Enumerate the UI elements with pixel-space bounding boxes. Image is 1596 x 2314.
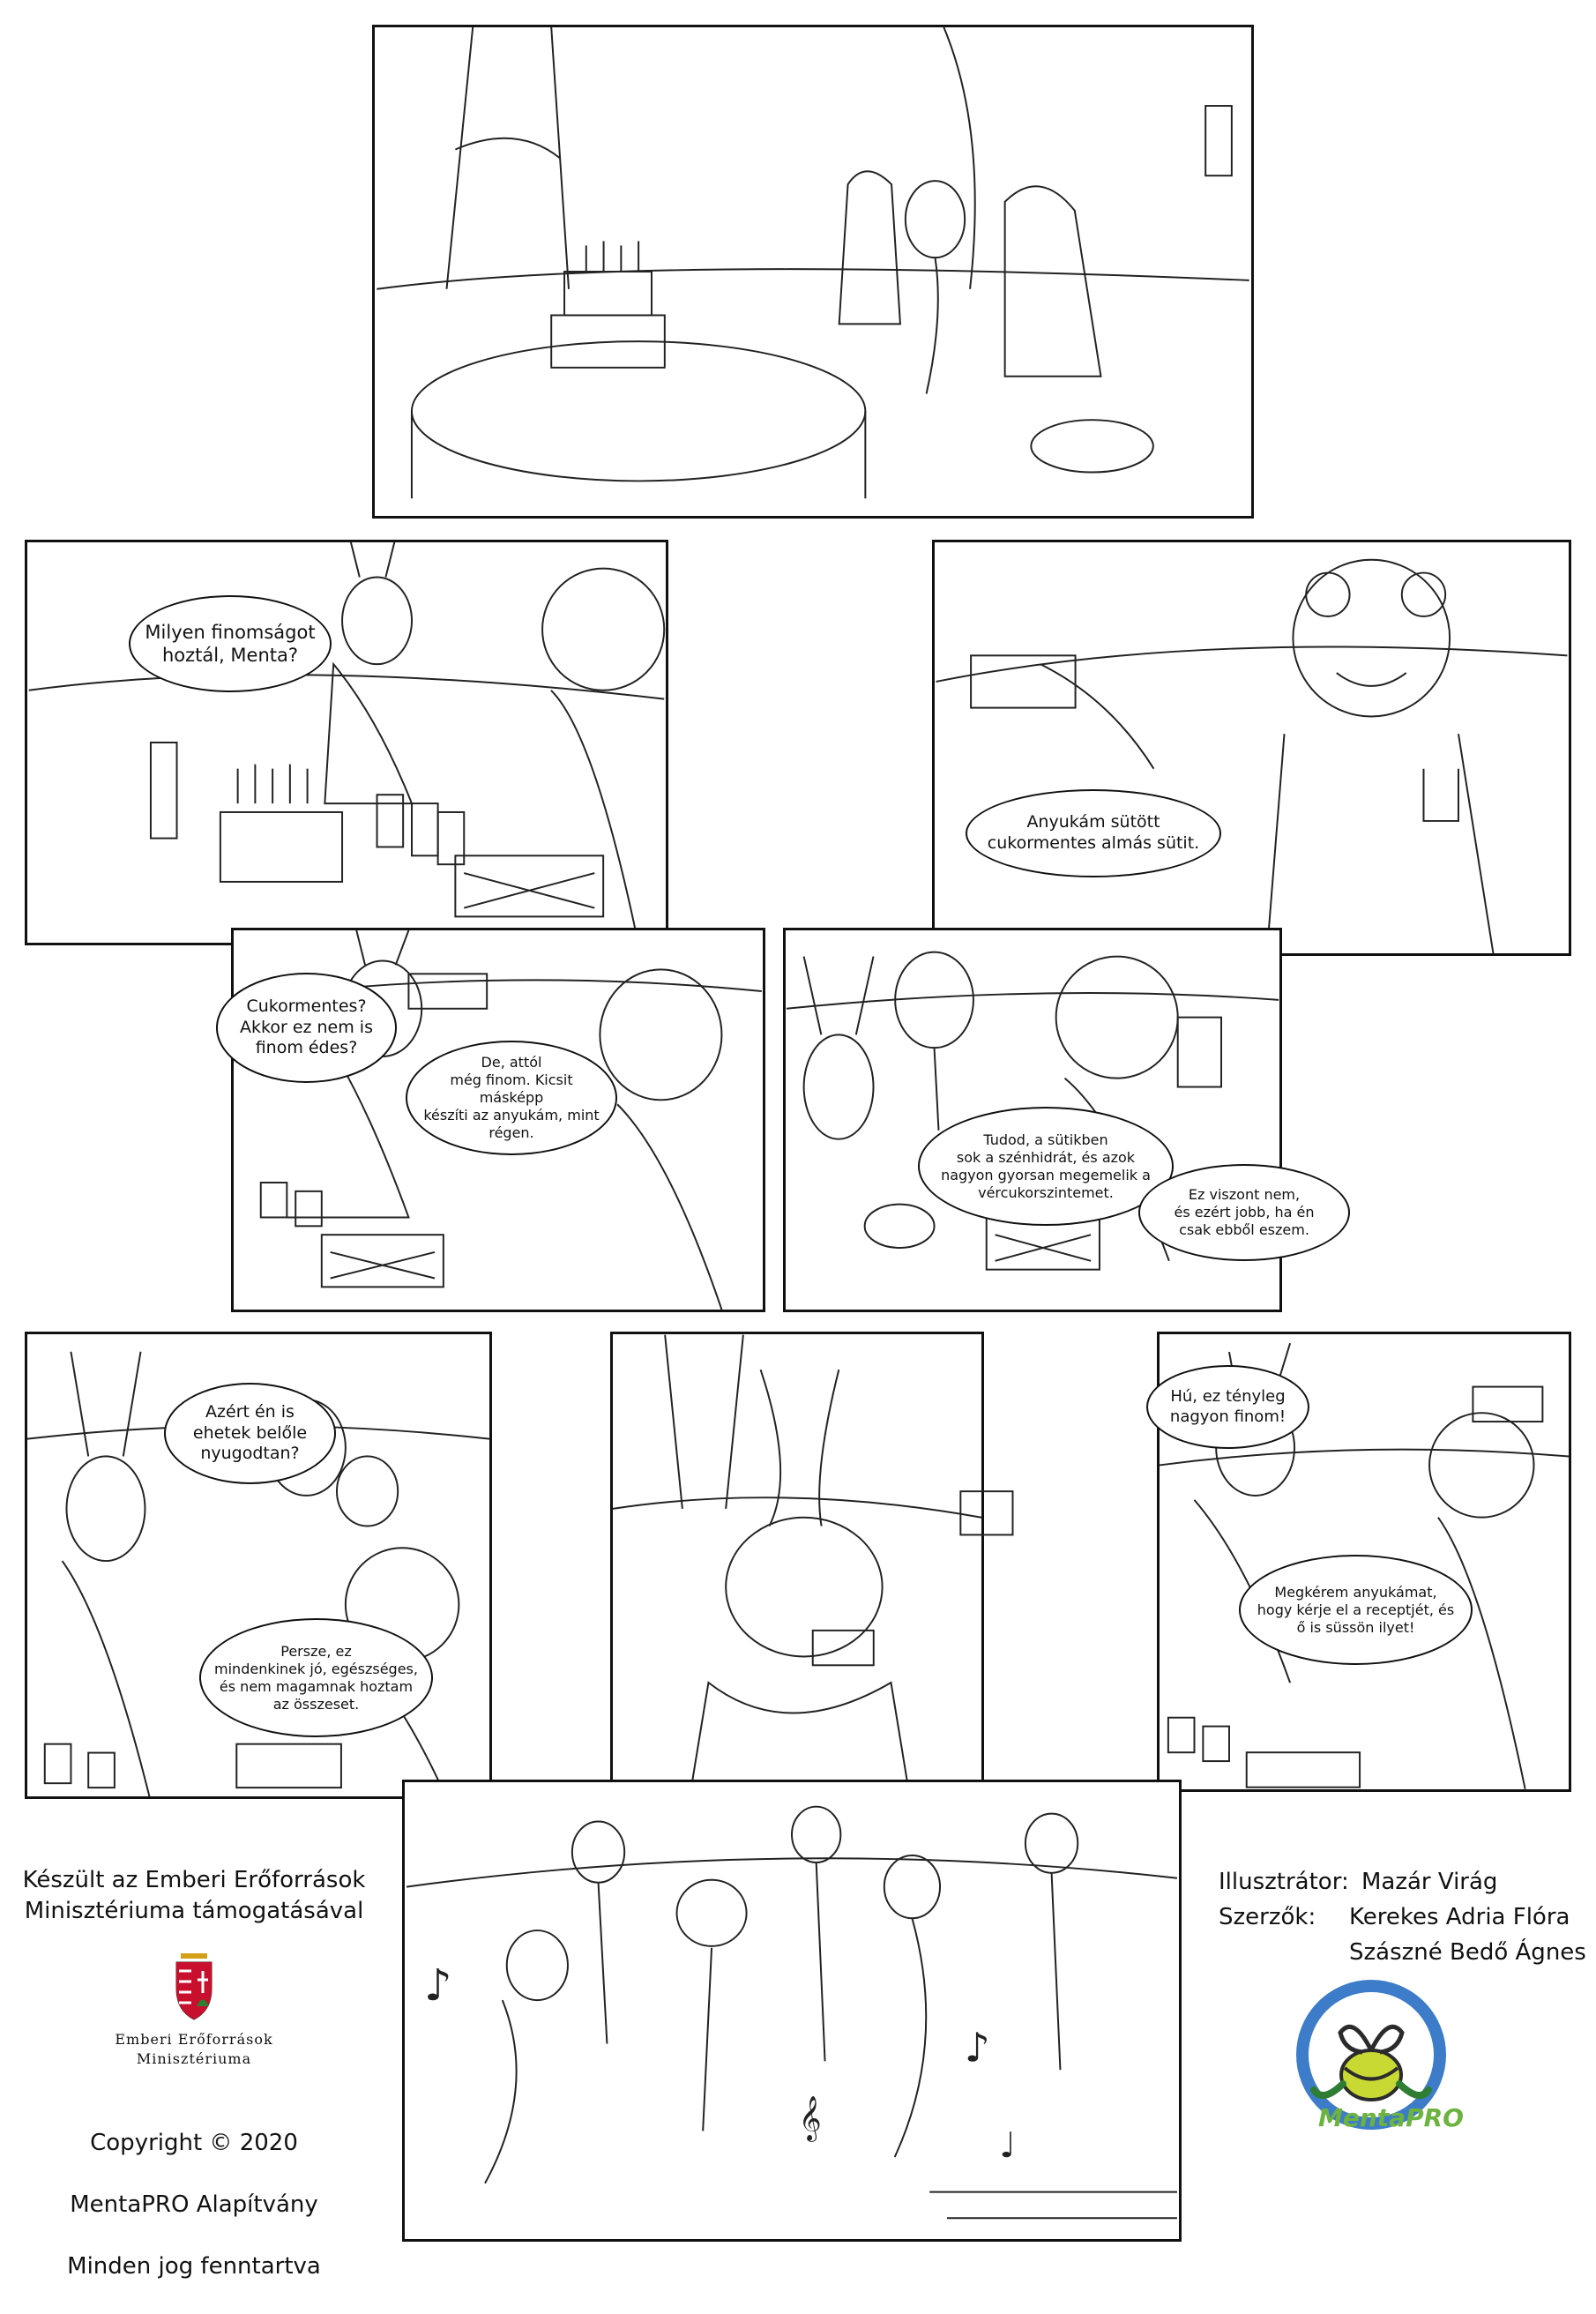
authors-label: Szerzők: (1219, 1904, 1316, 1930)
svg-text:𝄞: 𝄞 (798, 2096, 822, 2141)
author-name: Kerekes Adria Flóra (1349, 1904, 1570, 1930)
ministry-name (97, 2030, 291, 2070)
bunny-asks-illustration (27, 542, 666, 943)
speech-bubble: Megkérem anyukámat, hogy kérje el a receptjét, és ő is süssön ilyet! (1239, 1555, 1473, 1665)
illustrator-name: Mazár Virág (1361, 1869, 1498, 1895)
comic-panel-7 (610, 1332, 984, 1792)
speech-bubble: Azért én is ehetek belőle nyugodtan? (164, 1383, 336, 1484)
comic-panel-3 (932, 540, 1571, 956)
speech-bubble: Hú, ez tényleg nagyon finom! (1146, 1365, 1309, 1449)
copyright-line: Copyright © 2020 (90, 2130, 298, 2157)
speech-bubble: Persze, ez mindenkinek jó, egészséges, és nem magamnak hoztam az összeset. (199, 1618, 433, 1737)
comic-panel-6 (25, 1332, 492, 1799)
speech-bubble: De, attól még finom. Kicsit másképp készíti az anyukám, mint régen. (406, 1041, 617, 1155)
mentapro-logo (1292, 1980, 1464, 2139)
svg-text:♪: ♪ (423, 1959, 452, 2012)
comic-panel-2 (25, 540, 668, 945)
comic-panel-1 (372, 25, 1254, 519)
comic-panel-9 (402, 1780, 1182, 2242)
bunny-eating-illustration (613, 1334, 981, 1789)
speech-bubble: Ez viszont nem, és ezért jobb, ha én csak ebből eszem. (1138, 1164, 1350, 1261)
copyright-block (18, 2097, 370, 2314)
speech-bubble: Tudod, a sütikben sok a szénhidrát, és azok nagyon gyorsan megemelik a vércukorszintemet. (918, 1107, 1174, 1226)
mentapro-logo-text: MentaPRO (1318, 2103, 1464, 2132)
illustrator-credit (1219, 1865, 1497, 1900)
speech-bubble: Milyen finomságot hoztál, Menta? (129, 595, 332, 692)
svg-text:♪: ♪ (964, 2024, 990, 2071)
foundation-line: MentaPRO Alapítvány (70, 2191, 318, 2219)
svg-text:♩: ♩ (999, 2125, 1016, 2167)
comic-panel-8 (1157, 1332, 1571, 1792)
dance-party-illustration (405, 1782, 1179, 2239)
party-scene-illustration (375, 27, 1251, 516)
hungarian-coat-of-arms-icon (172, 1945, 216, 2024)
speech-bubble: Anyukám sütött cukormentes almás sütit. (966, 789, 1221, 877)
frog-explains-illustration (935, 542, 1569, 953)
rights-line: Minden jog fenntartva (67, 2253, 321, 2280)
support-statement: Készült az Emberi Erőforrások Minisztériuma támogatásával (22, 1867, 366, 1925)
ministry-caption-line-1: Emberi Erőforrások (115, 2031, 273, 2048)
comic-panel-4 (231, 928, 765, 1312)
speech-bubble: Cukormentes? Akkor ez nem is finom édes? (216, 973, 397, 1083)
author-name: Szászné Bedő Ágnes (1349, 1939, 1586, 1966)
ministry-caption-line-2: Minisztériuma (136, 2050, 252, 2068)
comic-panel-5 (783, 928, 1315, 1312)
illustrator-label: Illusztrátor: (1219, 1869, 1349, 1895)
